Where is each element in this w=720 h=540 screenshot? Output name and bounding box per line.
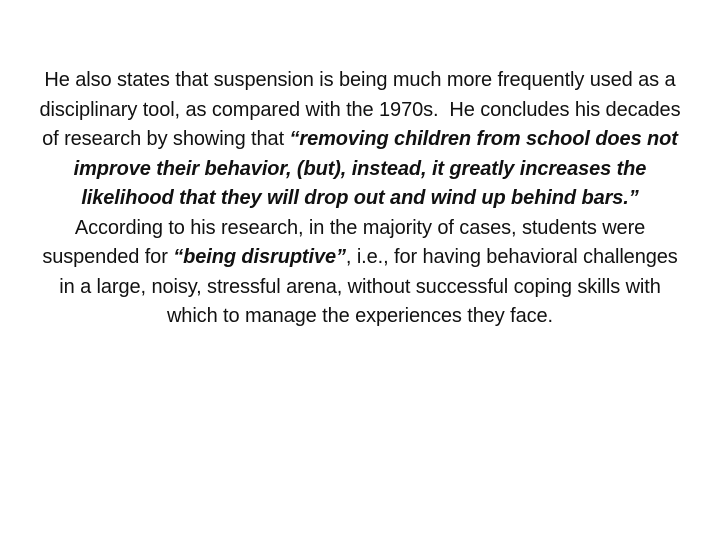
emphasized-quote: “removing children from school does not improve their behavior, (but), instead, it greatly increases the likelihood that they will drop out and wind up behind bars.” xyxy=(73,128,684,209)
text-run: He also states that suspension is being much more frequently used as a disciplinary tool, as compared with the 1970s. He concludes his decades of research by showing that xyxy=(39,69,686,150)
text-run: According to his research, in the majority of cases, students were suspended for xyxy=(42,187,656,268)
emphasized-quote: “being disruptive” xyxy=(173,246,346,268)
text-run: , i.e., for having behavioral challenges in a large, noisy, stressful arena, without successful coping skills with which to manage the experiences they face. xyxy=(59,246,684,327)
body-paragraph xyxy=(36,66,684,332)
